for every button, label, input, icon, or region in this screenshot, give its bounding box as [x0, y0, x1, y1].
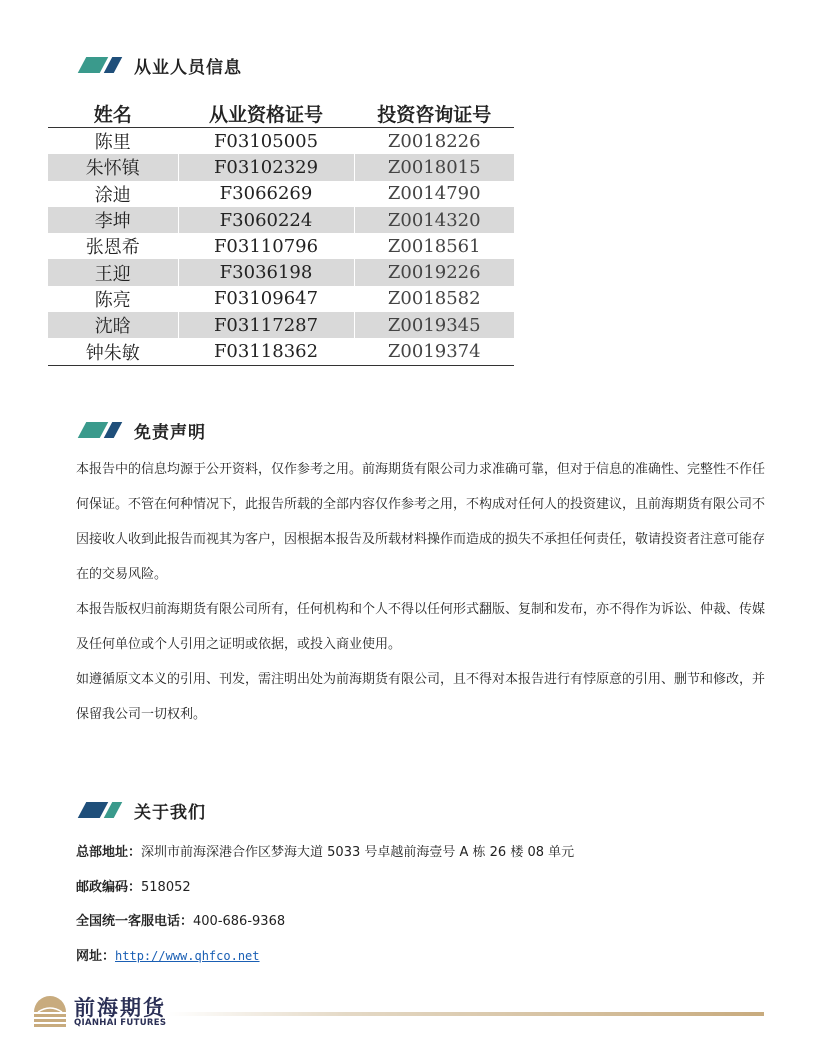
cell-qualification: F03102329	[178, 154, 354, 180]
cell-consulting: Z0019226	[354, 259, 514, 285]
disclaimer-body	[76, 452, 772, 732]
cell-name: 沈晗	[48, 312, 178, 338]
table-row	[48, 312, 514, 338]
cell-consulting: Z0014790	[387, 183, 481, 205]
website-line	[76, 945, 776, 964]
table-row	[48, 128, 514, 155]
about-section-title: 关于我们	[134, 802, 206, 823]
cell-name: 王迎	[48, 259, 178, 285]
disclaimer-paragraph-3: 如遵循原文本义的引用、刊发，需注明出处为前海期货有限公司，且不得对本报告进行有悖原意的引用、删节和修改，并保留我公司一切权利。	[76, 672, 766, 722]
footer-divider	[168, 1012, 764, 1016]
staff-section-title: 从业人员信息	[134, 57, 242, 78]
postcode-line	[76, 876, 776, 895]
cell-consulting: Z0014320	[354, 207, 514, 233]
cell-qualification: F03117287	[178, 312, 354, 338]
disclaimer-paragraph-2: 本报告版权归前海期货有限公司所有，任何机构和个人不得以任何形式翻版、复制和发布，亦不得作为诉讼、仲裁、传媒及任何单位或个人引用之证明或依据，或投入商业使用。	[76, 602, 766, 652]
cell-qualification: F3066269	[178, 181, 354, 207]
address-label: 总部地址：	[76, 845, 142, 860]
table-row	[48, 338, 514, 365]
cell-qualification: F03109647	[178, 286, 354, 312]
hotline-value: 400-686-9368	[193, 914, 286, 929]
cell-consulting: Z0018561	[387, 235, 481, 257]
address-value: 深圳市前海深港合作区梦海大道 5033 号卓越前海壹号 A 栋 26 楼 08 单元	[141, 845, 575, 860]
postcode-label: 邮政编码：	[76, 880, 142, 895]
cell-consulting: Z0019374	[354, 338, 514, 365]
cell-name: 陈亮	[94, 289, 131, 311]
cell-name: 李坤	[48, 207, 178, 233]
logo-name-cn: 前海期货	[74, 995, 166, 1020]
cell-qualification: F3060224	[178, 207, 354, 233]
header-qualification: 从业资格证号	[178, 100, 354, 128]
cell-qualification: F03110796	[178, 233, 354, 259]
cell-name: 陈里	[94, 132, 131, 154]
table-row	[48, 181, 514, 207]
header-name: 姓名	[48, 100, 178, 128]
about-section-header	[78, 799, 206, 821]
header-consulting: 投资咨询证号	[354, 100, 514, 128]
company-logo	[30, 990, 170, 1032]
cell-qualification: F03105005	[178, 128, 354, 155]
cell-qualification: F3036198	[178, 259, 354, 285]
postcode-value: 518052	[141, 880, 191, 895]
section-marker-icon	[78, 802, 124, 818]
disclaimer-paragraph-1: 本报告中的信息均源于公开资料，仅作参考之用。前海期货有限公司力求准确可靠，但对于信息的准确性、完整性不作任何保证。不管在何种情况下，此报告所载的全部内容仅作参考之用，不构成对任何人的投资建议，且前海期货有限公司不因接收人收到此报告而视其为客户，因根据本报告及所载材料操作而造成的损失不承担任何责任，敬请投资者注意可能存在的交易风险。	[76, 462, 766, 582]
staff-table	[48, 100, 514, 366]
cell-name: 朱怀镇	[48, 154, 178, 180]
cell-consulting: Z0018015	[354, 154, 514, 180]
section-marker-icon	[78, 57, 124, 73]
staff-section-header	[78, 54, 242, 76]
table-row	[48, 233, 514, 259]
cell-qualification: F03118362	[178, 338, 354, 365]
website-link[interactable]: http://www.qhfco.net	[115, 949, 260, 963]
hotline-label: 全国统一客服电话：	[76, 914, 194, 929]
table-row	[48, 154, 514, 180]
disclaimer-section-header	[78, 419, 206, 441]
cell-name: 钟朱敏	[48, 338, 178, 365]
website-label: 网址：	[76, 949, 116, 964]
table-row	[48, 286, 514, 312]
address-line	[76, 841, 776, 860]
cell-consulting: Z0018582	[387, 288, 481, 310]
cell-name: 张恩希	[85, 237, 140, 259]
disclaimer-section-title: 免责声明	[134, 422, 206, 443]
cell-name: 涂迪	[94, 184, 131, 206]
logo-name-en: QIANHAI FUTURES	[74, 1018, 167, 1028]
section-marker-icon	[78, 422, 124, 438]
wave-logo-icon	[30, 990, 70, 1030]
cell-consulting: Z0019345	[354, 312, 514, 338]
table-row	[48, 207, 514, 233]
table-header-row	[48, 100, 514, 128]
table-row	[48, 259, 514, 285]
cell-consulting: Z0018226	[387, 130, 481, 152]
hotline-line	[76, 910, 776, 929]
